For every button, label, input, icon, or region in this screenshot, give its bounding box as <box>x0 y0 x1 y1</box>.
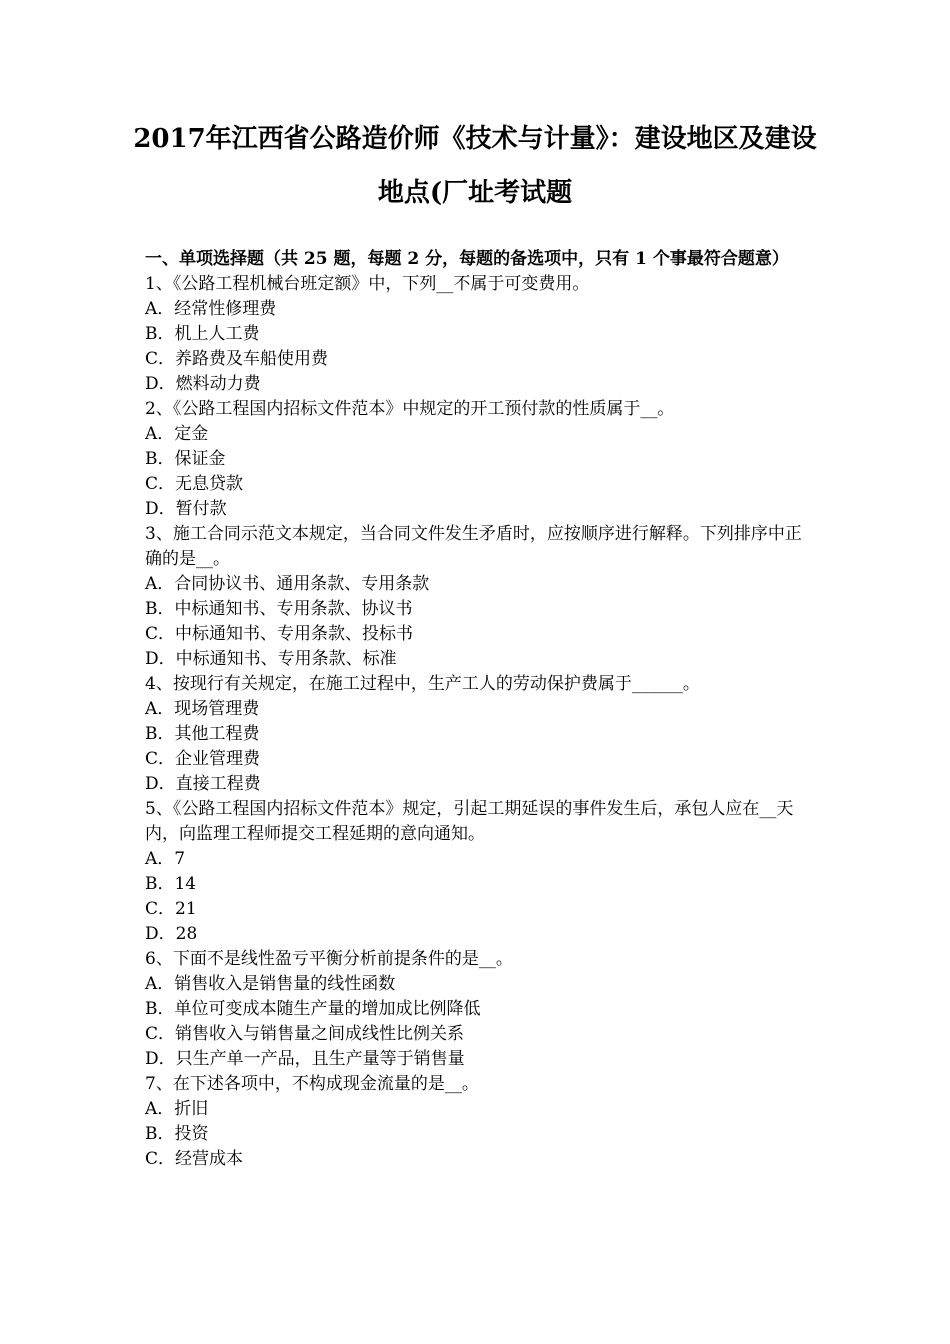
question-stem: 3、施工合同示范文本规定，当合同文件发生矛盾时，应按顺序进行解释。下列排序中正确的是__。 <box>145 524 802 569</box>
answer-option: A．经常性修理费 <box>145 299 277 319</box>
answer-option: B．投资 <box>145 1124 209 1144</box>
question-block <box>145 1072 815 1172</box>
answer-option: C．销售收入与销售量之间成线性比例关系 <box>145 1024 465 1044</box>
document-title <box>120 112 830 220</box>
answer-option: D．燃料动力费 <box>145 374 261 394</box>
answer-option: C．经营成本 <box>145 1149 244 1169</box>
answer-option: B．14 <box>145 874 197 894</box>
answer-option: B．中标通知书、专用条款、协议书 <box>145 599 413 619</box>
answer-option: C．无息贷款 <box>145 474 244 494</box>
section-heading: 一、单项选择题（共 25 题，每题 2 分，每题的备选项中，只有 1 个事最符合题意） <box>145 249 789 269</box>
document-body <box>145 247 815 1172</box>
answer-option: A．折旧 <box>145 1099 209 1119</box>
question-block <box>145 397 815 522</box>
question-block <box>145 797 815 947</box>
answer-option: C．中标通知书、专用条款、投标书 <box>145 624 414 644</box>
answer-option: A．定金 <box>145 424 209 444</box>
question-stem: 4、按现行有关规定，在施工过程中，生产工人的劳动保护费属于______。 <box>145 674 700 694</box>
answer-option: C．企业管理费 <box>145 749 261 769</box>
title-line-2: 地点(厂址考试题 <box>377 178 573 208</box>
question-stem: 1、《公路工程机械台班定额》中，下列__不属于可变费用。 <box>145 274 590 294</box>
answer-option: B．保证金 <box>145 449 226 469</box>
question-block <box>145 947 815 1072</box>
question-stem: 7、在下述各项中，不构成现金流量的是__。 <box>145 1074 479 1094</box>
question-block <box>145 672 815 797</box>
question-stem: 2、《公路工程国内招标文件范本》中规定的开工预付款的性质属于__。 <box>145 399 675 419</box>
answer-option: D．暂付款 <box>145 499 227 519</box>
question-list <box>145 272 815 1172</box>
answer-option: A．现场管理费 <box>145 699 260 719</box>
answer-option: D．28 <box>145 924 198 944</box>
answer-option: C．21 <box>145 899 197 919</box>
answer-option: D．只生产单一产品，且生产量等于销售量 <box>145 1049 465 1069</box>
answer-option: C．养路费及车船使用费 <box>145 349 329 369</box>
question-stem: 5、《公路工程国内招标文件范本》规定，引起工期延误的事件发生后，承包人应在__天内，向监理工程师提交工程延期的意向通知。 <box>145 799 794 844</box>
answer-option: B．单位可变成本随生产量的增加成比例降低 <box>145 999 481 1019</box>
question-block <box>145 272 815 397</box>
answer-option: B．其他工程费 <box>145 724 260 744</box>
answer-option: D．中标通知书、专用条款、标准 <box>145 649 397 669</box>
answer-option: B．机上人工费 <box>145 324 260 344</box>
question-stem: 6、下面不是线性盈亏平衡分析前提条件的是__。 <box>145 949 513 969</box>
answer-option: A．合同协议书、通用条款、专用条款 <box>145 574 430 594</box>
answer-option: A．销售收入是销售量的线性函数 <box>145 974 396 994</box>
answer-option: D．直接工程费 <box>145 774 261 794</box>
question-block <box>145 522 815 672</box>
title-line-1: 2017年江西省公路造价师《技术与计量》：建设地区及建设 <box>133 124 817 154</box>
answer-option: A．7 <box>145 849 186 869</box>
